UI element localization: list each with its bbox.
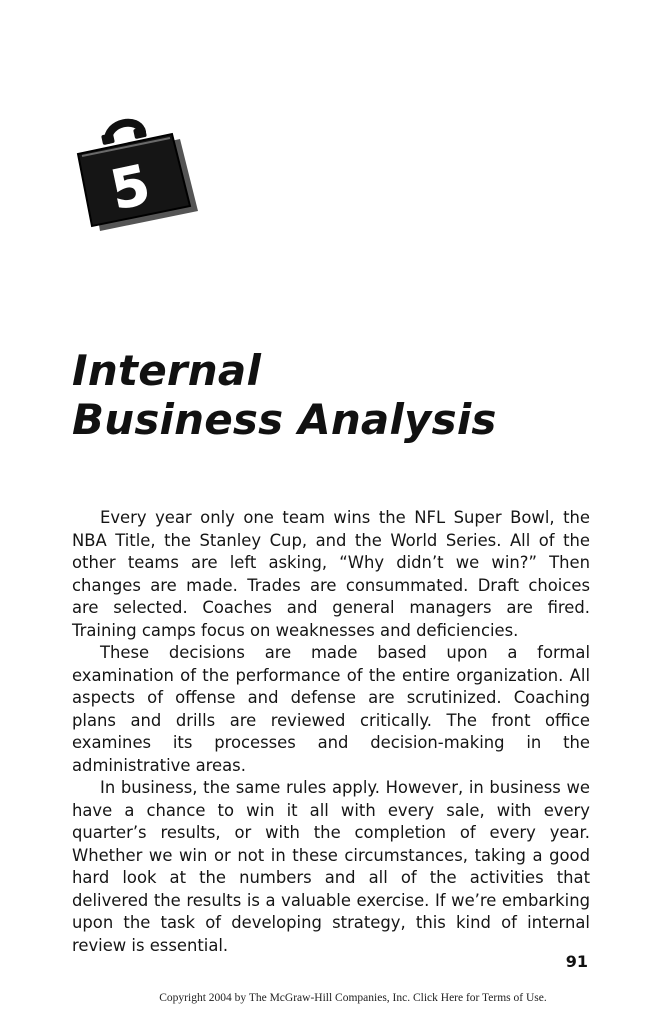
body-paragraph: Every year only one team wins the NFL Super Bowl, the NBA Title, the Stanley Cup, and the World Series. All of the other teams are left asking, “Why didn’t we win?” Then changes are made. Trades are consummated. Draft choices are selected. Coaches and general managers are fired. Training camps focus on weaknesses and deficiencies.: [72, 508, 590, 640]
chapter-badge: [72, 116, 200, 232]
briefcase-icon: [72, 116, 200, 232]
chapter-title-line-2: Business Analysis: [72, 395, 497, 444]
chapter-body: [72, 507, 590, 957]
chapter-title: [72, 346, 632, 444]
copyright-link[interactable]: Copyright 2004 by The McGraw-Hill Companies, Inc. Click Here for Terms of Use.: [159, 992, 547, 1004]
chapter-number: 5: [105, 152, 156, 223]
body-paragraph: In business, the same rules apply. However, in business we have a chance to win it all with every sale, with every quarter’s results, or with the completion of every year. Whether we win or not in these circumstances, taking a good hard look at the numbers and all of the activities that delivered the results is a valuable exercise. If we’re embarking upon the task of developing strategy, this kind of internal review is essential.: [72, 778, 590, 955]
chapter-title-line-1: Internal: [72, 346, 262, 395]
page-number: 91: [565, 952, 588, 971]
body-paragraph: These decisions are made based upon a formal examination of the performance of the entire organization. All aspects of offense and defense are scrutinized. Coaching plans and drills are reviewed critically. The front office examines its processes and decision-making in the administrative areas.: [72, 643, 590, 775]
